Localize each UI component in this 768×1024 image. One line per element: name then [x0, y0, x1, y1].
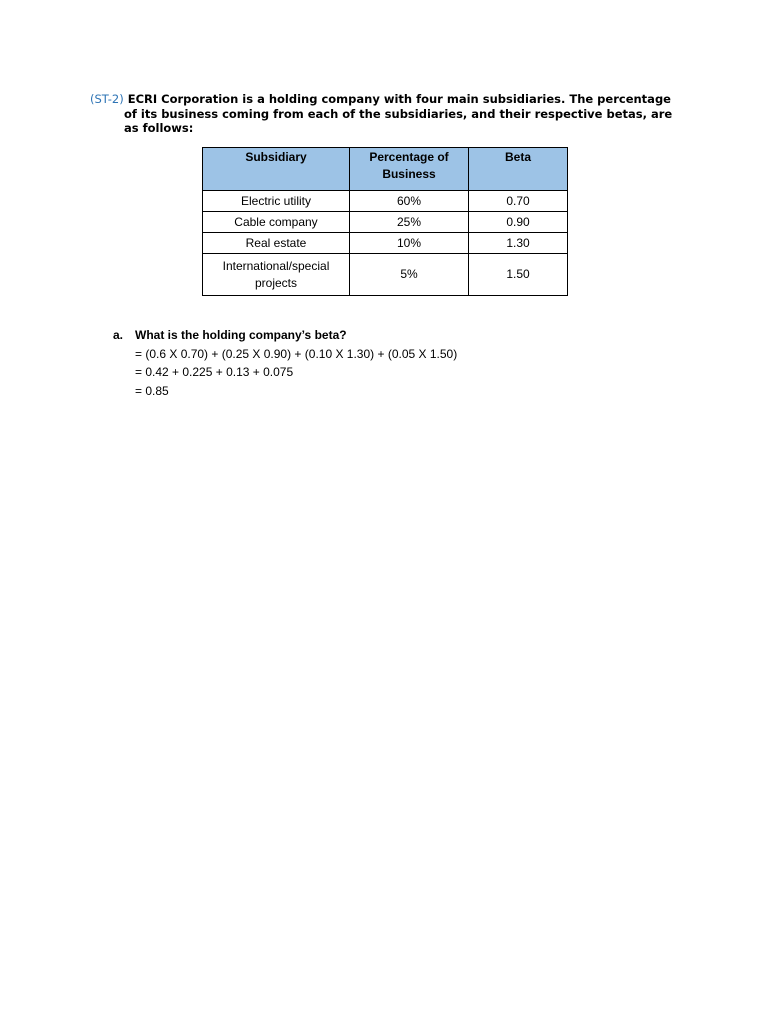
- question-a-heading: [113, 326, 457, 345]
- cell-subsidiary: Real estate: [203, 233, 350, 254]
- cell-beta: 1.30: [469, 233, 568, 254]
- problem-line-2: of its business coming from each of the subsidiaries, and their respective betas, are: [124, 106, 673, 121]
- problem-text-1: ECRI Corporation is a holding company with four main subsidiaries. The percentage: [127, 92, 671, 106]
- answer-step-2: = 0.42 + 0.225 + 0.13 + 0.075: [135, 365, 294, 379]
- subsidiary-table: [202, 147, 568, 296]
- cell-beta: 1.50: [469, 254, 568, 296]
- header-beta: Beta: [469, 148, 568, 191]
- cell-percentage: 10%: [350, 233, 469, 254]
- cell-subsidiary: Electric utility: [203, 191, 350, 212]
- cell-beta: 0.90: [469, 212, 568, 233]
- problem-line-1: [90, 92, 680, 107]
- table-row: [203, 212, 568, 233]
- cell-percentage: 60%: [350, 191, 469, 212]
- problem-id: (ST-2): [90, 92, 124, 106]
- table-row: [203, 233, 568, 254]
- table-header-row: [203, 148, 568, 191]
- cell-subsidiary: International/special projects: [203, 254, 350, 296]
- cell-percentage: 25%: [350, 212, 469, 233]
- header-percentage: Percentage of Business: [350, 148, 469, 191]
- question-letter: a.: [113, 328, 124, 342]
- cell-beta: 0.70: [469, 191, 568, 212]
- problem-line-3: as follows:: [124, 121, 194, 135]
- answer-step-1: = (0.6 X 0.70) + (0.25 X 0.90) + (0.10 X 1.30) + (0.05 X 1.50): [135, 346, 458, 361]
- question-a: [113, 326, 457, 400]
- answer-step-3: = 0.85: [135, 383, 169, 398]
- problem-statement: [90, 92, 680, 136]
- table-row: [203, 254, 568, 296]
- table-row: [203, 191, 568, 212]
- question-prompt: What is the holding company’s beta?: [135, 328, 347, 342]
- cell-subsidiary: Cable company: [203, 212, 350, 233]
- cell-percentage: 5%: [350, 254, 469, 296]
- header-subsidiary: Subsidiary: [203, 148, 350, 191]
